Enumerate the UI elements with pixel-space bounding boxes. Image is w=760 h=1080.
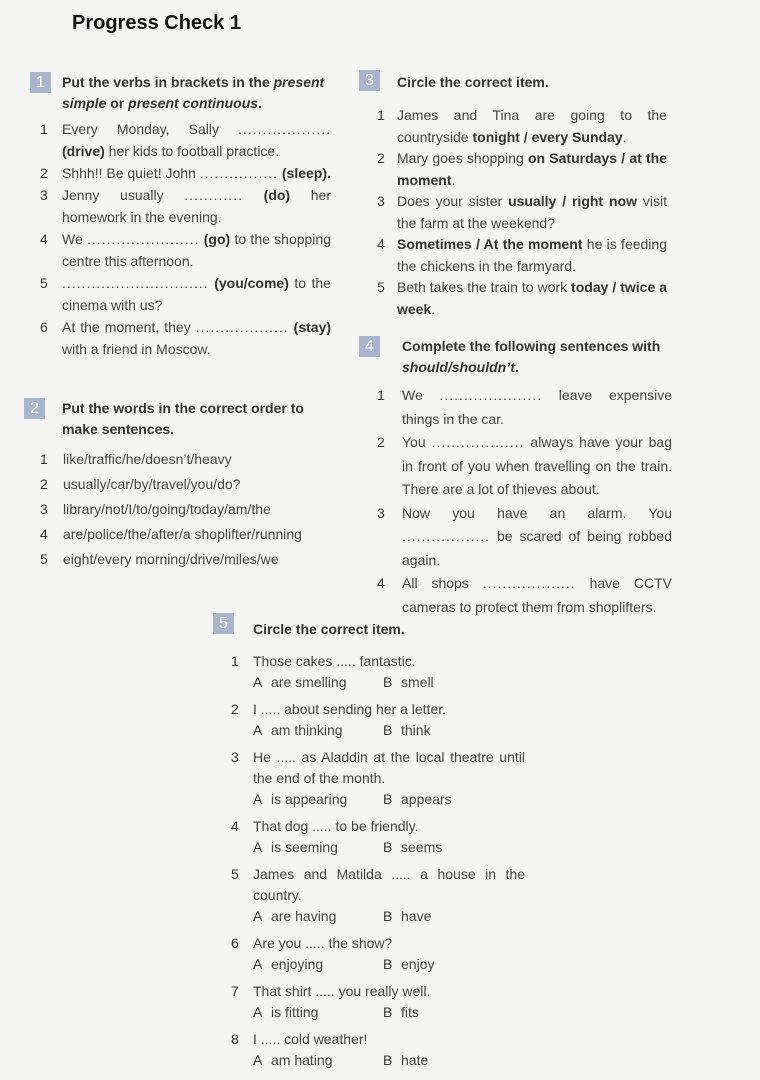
answer-options (253, 906, 525, 927)
verb-hint: (stay) (288, 319, 332, 335)
answer-blank: ................... (195, 319, 289, 335)
word-sequence: library/not/I/to/going/today/am/the (63, 501, 271, 517)
item-number: 4 (377, 575, 385, 591)
list-item (40, 184, 331, 228)
exercise-5-number: 5 (213, 613, 234, 634)
option-letter: A (253, 674, 263, 690)
option-a[interactable] (253, 1050, 332, 1071)
option-b[interactable] (383, 1002, 419, 1023)
question-text: James and Matilda ..... a house in the country. (253, 866, 525, 903)
exercise-5-instruction: Circle the correct item. (253, 621, 405, 637)
item-text: Beth takes the train to work (397, 279, 572, 295)
option-letter: B (383, 908, 393, 924)
item-text: . (622, 129, 627, 145)
answer-options (253, 954, 525, 975)
item-text: We (62, 231, 88, 247)
item-number: 5 (231, 866, 239, 882)
question-text: I ..... cold weather! (253, 1031, 368, 1047)
item-number: 2 (231, 701, 239, 717)
exercise-2-instruction: Put the words in the correct order to make sentences. (62, 400, 304, 437)
item-text: be scared of being robbed again. (402, 528, 672, 568)
option-b[interactable] (383, 672, 434, 693)
answer-blank: ..................... (439, 387, 543, 403)
option-a[interactable] (253, 789, 347, 810)
question-text: Are you ..... the show? (253, 935, 393, 951)
list-item (40, 523, 340, 545)
item-text: . (451, 172, 456, 188)
item-text: We (402, 387, 440, 403)
item-text: with a friend in Moscow. (62, 341, 211, 357)
item-number: 5 (377, 279, 385, 295)
answer-blank: ....................... (87, 231, 200, 247)
word-sequence: usually/car/by/travel/you/do? (63, 476, 241, 492)
answer-options (253, 672, 525, 693)
question-text: I ..... about sending her a letter. (253, 701, 447, 717)
list-item (231, 651, 525, 693)
item-number: 3 (40, 187, 48, 203)
item-number: 1 (40, 451, 48, 467)
item-number: 3 (40, 501, 48, 517)
page-title: Progress Check 1 (72, 12, 241, 34)
list-item (40, 228, 331, 272)
option-letter: B (383, 1052, 393, 1068)
option-letter: A (253, 956, 263, 972)
answer-blank: ............ (184, 187, 243, 203)
choice-options[interactable]: today / twice a week (397, 279, 667, 317)
item-text: Does your sister (397, 193, 509, 209)
option-text: smell (401, 674, 434, 690)
item-number: 3 (377, 504, 385, 521)
option-text: am hating (271, 1052, 333, 1068)
option-text: are smelling (271, 674, 347, 690)
list-item (40, 162, 331, 184)
question-text: That dog ..... to be friendly. (253, 818, 419, 834)
answer-options (253, 720, 525, 741)
word-sequence: are/police/the/after/a shoplifter/running (63, 526, 302, 542)
option-b[interactable] (383, 720, 431, 741)
answer-blank: .............................. (62, 275, 209, 291)
list-item (40, 448, 340, 470)
list-item (40, 473, 340, 495)
option-text: appears (401, 791, 452, 807)
answer-options (253, 1002, 525, 1023)
list-item (231, 981, 525, 1023)
item-number: 1 (231, 653, 239, 669)
answer-options (253, 1050, 525, 1071)
question-text: That shirt ..... you really well. (253, 983, 431, 999)
item-text: he is feeding the chickens in the farmyard. (397, 236, 667, 274)
option-text: have (401, 908, 432, 924)
item-number: 7 (231, 983, 239, 999)
option-letter: B (383, 956, 393, 972)
item-text: Now you have an alarm. You (402, 504, 672, 521)
exercise-3-number: 3 (359, 70, 380, 91)
list-item (377, 384, 672, 431)
option-letter: B (383, 1004, 393, 1020)
item-number: 2 (377, 434, 385, 450)
list-item (231, 933, 525, 975)
option-a[interactable] (253, 954, 323, 975)
option-b[interactable] (383, 1050, 428, 1071)
list-item (377, 190, 667, 234)
verb-hint: (do) (242, 187, 291, 203)
item-number: 4 (40, 231, 48, 247)
option-letter: A (253, 791, 263, 807)
item-number: 2 (40, 476, 48, 492)
answer-options (253, 837, 525, 858)
option-letter: A (253, 908, 263, 924)
option-a[interactable] (253, 720, 343, 741)
option-a[interactable] (253, 1002, 318, 1023)
choice-options[interactable]: usually / right now (508, 193, 637, 209)
item-text: leave expensive things in the car. (402, 387, 672, 427)
option-text: seems (401, 839, 443, 855)
list-item (40, 548, 340, 570)
item-text: to the cinema with us? (62, 275, 331, 313)
list-item (231, 699, 525, 741)
option-text: is seeming (271, 839, 338, 855)
answer-blank: ................ (199, 165, 278, 181)
option-letter: A (253, 839, 263, 855)
question-text: Those cakes ..... fantastic. (253, 653, 416, 669)
word-sequence: eight/every morning/drive/miles/we (63, 551, 279, 567)
option-text: am thinking (271, 722, 343, 738)
list-item (377, 572, 672, 619)
exercise-3-instruction: Circle the correct item. (397, 74, 549, 90)
list-item (377, 104, 667, 148)
verb-hint: (sleep). (278, 165, 331, 181)
list-item (377, 502, 672, 573)
list-item (40, 118, 331, 162)
option-letter: A (253, 1004, 263, 1020)
option-b[interactable] (383, 906, 431, 927)
option-text: fits (401, 1004, 419, 1020)
answer-blank: ................... (482, 575, 576, 591)
exercise-2-number: 2 (24, 398, 45, 419)
option-letter: B (383, 722, 393, 738)
item-number: 3 (377, 193, 385, 209)
item-text: All shops (402, 575, 483, 591)
option-b[interactable] (383, 789, 452, 810)
item-text: You (402, 434, 432, 450)
item-text: Jenny usually (62, 187, 185, 203)
item-number: 4 (377, 236, 385, 252)
list-item (231, 747, 525, 810)
option-text: think (401, 722, 431, 738)
answer-blank: ................... (238, 121, 331, 137)
item-number: 1 (40, 121, 48, 137)
option-text: enjoying (271, 956, 324, 972)
word-sequence: like/traffic/he/doesn’t/heavy (63, 451, 232, 467)
option-a[interactable] (253, 906, 336, 927)
item-number: 4 (231, 818, 239, 834)
option-text: is appearing (271, 791, 348, 807)
option-letter: B (383, 674, 393, 690)
item-number: 2 (377, 150, 385, 166)
option-text: is fitting (271, 1004, 319, 1020)
exercise-1-instruction: Put the verbs in brackets in the present simple or present continuous. (62, 74, 325, 111)
list-item (231, 864, 525, 927)
list-item (377, 147, 667, 191)
item-number: 1 (377, 107, 385, 123)
item-number: 2 (40, 165, 48, 181)
option-a[interactable] (253, 837, 338, 858)
list-item (40, 316, 331, 360)
option-letter: A (253, 1052, 263, 1068)
choice-options[interactable]: on Saturdays / at the moment (397, 150, 667, 188)
verb-hint: (go) (199, 231, 231, 247)
verb-hint: (you/come) (208, 275, 289, 291)
option-text: hate (401, 1052, 429, 1068)
item-text: At the moment, they (62, 319, 196, 335)
verb-hint: (drive) (62, 143, 105, 159)
list-item (231, 1029, 525, 1071)
exercise-4-number: 4 (359, 336, 380, 357)
item-text: always have your bag in front of you when travelling on the train. There are a lot of thieves about. (402, 434, 672, 497)
answer-options (253, 789, 525, 810)
item-text: have CCTV cameras to protect them from shoplifters. (402, 575, 673, 615)
option-a[interactable] (253, 672, 346, 693)
question-text: He ..... as Aladdin at the local theatre until the end of the month. (253, 749, 525, 786)
exercise-4-instruction: Complete the following sentences with should/shouldn’t. (402, 338, 661, 375)
item-text: visit the farm at the weekend? (397, 193, 667, 231)
item-text: . (431, 301, 436, 317)
item-text: Every Monday, Sally (62, 121, 239, 137)
option-text: enjoy (401, 956, 435, 972)
item-number: 4 (40, 526, 48, 542)
option-b[interactable] (383, 954, 434, 975)
list-item (40, 498, 340, 520)
item-number: 6 (231, 935, 239, 951)
item-number: 8 (231, 1031, 239, 1047)
option-letter: B (383, 791, 393, 807)
list-item (377, 276, 667, 320)
list-item (377, 233, 667, 277)
item-number: 6 (40, 319, 48, 335)
choice-options[interactable]: tonight / every Sunday (472, 129, 623, 145)
option-letter: A (253, 722, 263, 738)
answer-blank: ................... (431, 434, 525, 450)
choice-options[interactable]: Sometimes / At the moment (397, 236, 583, 252)
option-letter: B (383, 839, 393, 855)
item-number: 5 (40, 551, 48, 567)
item-text: James and Tina are going to the countryside (397, 107, 667, 145)
item-text: her homework in the evening. (62, 187, 332, 225)
item-number: 1 (377, 387, 385, 403)
option-b[interactable] (383, 837, 442, 858)
item-text: her kids to football practice. (104, 143, 280, 159)
list-item (40, 272, 331, 316)
exercise-1-number: 1 (30, 72, 51, 93)
item-text: Shhh!! Be quiet! John (62, 165, 200, 181)
item-text: Mary goes shopping (397, 150, 528, 166)
item-number: 3 (231, 749, 239, 765)
list-item (231, 816, 525, 858)
item-text: to the shopping centre this afternoon. (62, 231, 331, 269)
answer-blank: .................. (402, 528, 491, 544)
item-number: 5 (40, 275, 48, 291)
option-text: are having (271, 908, 337, 924)
list-item (377, 431, 672, 502)
